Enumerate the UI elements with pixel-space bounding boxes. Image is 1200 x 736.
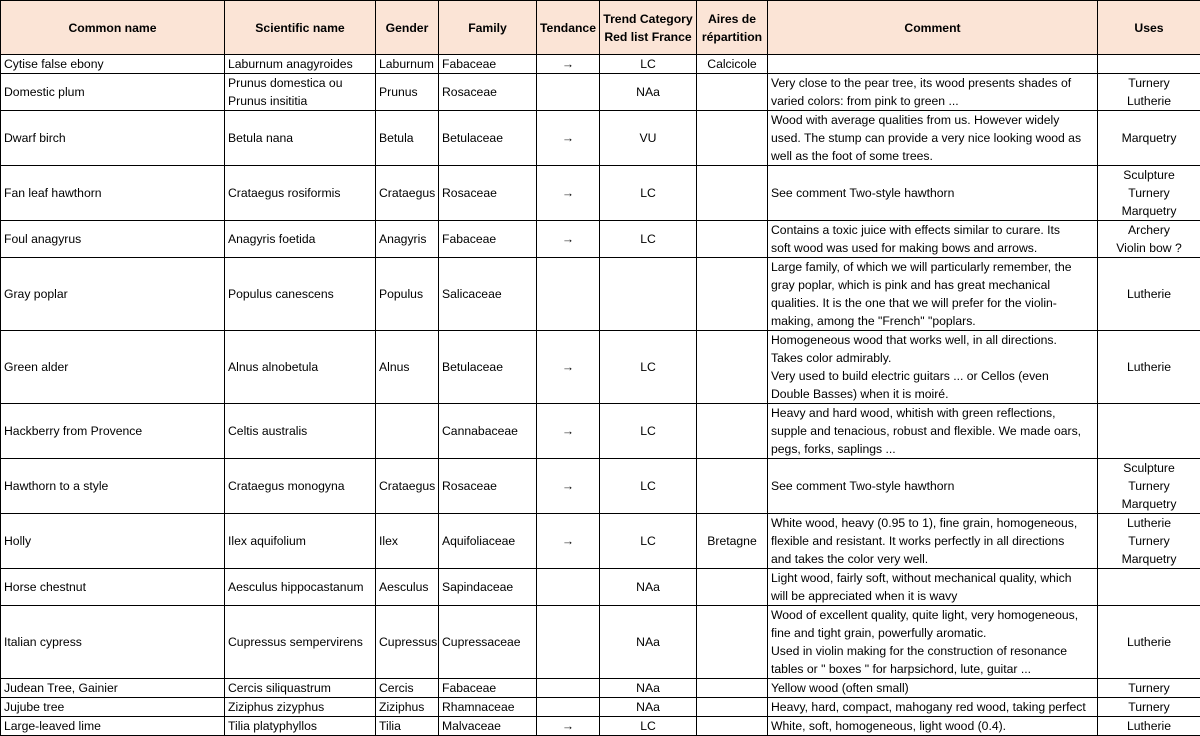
trend-cell: → [537,221,600,258]
use-item: Lutherie [1101,514,1197,532]
category-cell: LC [600,459,697,514]
gender-cell: Populus [376,258,439,331]
family-cell: Fabaceae [439,221,537,258]
category-cell: LC [600,166,697,221]
uses-cell [1098,404,1200,459]
area-cell [697,679,768,698]
comment-cell [768,679,1098,698]
trend-cell: → [537,717,600,736]
use-item: Marquetry [1101,129,1197,147]
comment-cell [768,459,1098,514]
table-row [1,679,1200,698]
common-name-cell: Fan leaf hawthorn [1,166,225,221]
uses-cell [1098,258,1200,331]
trend-cell: → [537,55,600,74]
column-header-gender: Gender [376,1,439,55]
column-header-tendance: Tendance [537,1,600,55]
use-item: Archery [1101,221,1197,239]
scientific-name-cell: Alnus alnobetula [225,331,376,404]
use-item: Marquetry [1101,495,1197,513]
category-cell: LC [600,717,697,736]
common-name-cell: Horse chestnut [1,569,225,606]
gender-cell: Crataegus [376,166,439,221]
use-item: Violin bow ? [1101,239,1197,257]
family-cell: Rosaceae [439,166,537,221]
category-cell: LC [600,221,697,258]
comment-line: See comment Two-style hawthorn [771,184,1094,202]
table-row [1,404,1200,459]
column-header-common-name: Common name [1,1,225,55]
header-row [1,1,1200,55]
common-name-cell: Domestic plum [1,74,225,111]
scientific-name-cell: Aesculus hippocastanum [225,569,376,606]
common-name-cell: Jujube tree [1,698,225,717]
common-name-cell: Hawthorn to a style [1,459,225,514]
scientific-name-cell: Tilia platyphyllos [225,717,376,736]
trend-cell [537,698,600,717]
comment-cell [768,569,1098,606]
scientific-name-cell: Cupressus sempervirens [225,606,376,679]
uses-cell [1098,331,1200,404]
comment-line: fine and tight grain, powerfully aromatic. [771,624,1094,642]
category-cell: VU [600,111,697,166]
comment-cell [768,514,1098,569]
comment-line: well as the foot of some trees. [771,147,1094,165]
scientific-name-cell: Populus canescens [225,258,376,331]
family-cell: Rhamnaceae [439,698,537,717]
category-cell: NAa [600,679,697,698]
area-cell: Bretagne [697,514,768,569]
scientific-name-cell: Celtis australis [225,404,376,459]
common-name-cell: Foul anagyrus [1,221,225,258]
comment-line: Takes color admirably. [771,349,1094,367]
comment-line: pegs, forks, saplings ... [771,440,1094,458]
table-row [1,717,1200,736]
comment-cell [768,74,1098,111]
common-name-cell: Italian cypress [1,606,225,679]
use-item: Lutherie [1101,633,1197,651]
area-cell [697,166,768,221]
area-cell [697,74,768,111]
gender-cell: Laburnum [376,55,439,74]
area-cell [697,404,768,459]
comment-line: Very used to build electric guitars ... or Cellos (even [771,367,1094,385]
gender-cell: Crataegus [376,459,439,514]
comment-line: soft wood was used for making bows and arrows. [771,239,1094,257]
comment-cell [768,331,1098,404]
trend-cell [537,569,600,606]
area-cell: Calcicole [697,55,768,74]
family-cell: Fabaceae [439,679,537,698]
comment-line: Heavy, hard, compact, mahogany red wood, taking perfect [771,698,1094,716]
area-cell [697,221,768,258]
trend-cell [537,74,600,111]
uses-cell [1098,717,1200,736]
comment-line: Contains a toxic juice with effects similar to curare. Its [771,221,1094,239]
scientific-name-cell: Ilex aquifolium [225,514,376,569]
table-row [1,331,1200,404]
family-cell: Rosaceae [439,459,537,514]
comment-line: White wood, heavy (0.95 to 1), fine grain, homogeneous, [771,514,1094,532]
gender-cell: Ilex [376,514,439,569]
area-cell [697,331,768,404]
gender-cell: Cercis [376,679,439,698]
comment-line: making, among the "French" "poplars. [771,312,1094,330]
use-item: Lutherie [1101,717,1197,735]
common-name-cell: Dwarf birch [1,111,225,166]
trend-cell: → [537,459,600,514]
gender-cell [376,404,439,459]
gender-cell: Betula [376,111,439,166]
table-row [1,606,1200,679]
family-cell: Malvaceae [439,717,537,736]
table-row [1,459,1200,514]
table-row [1,698,1200,717]
scientific-name-cell: Crataegus monogyna [225,459,376,514]
family-cell: Rosaceae [439,74,537,111]
use-item: Sculpture [1101,166,1197,184]
use-item: Turnery [1101,698,1197,716]
area-cell [697,606,768,679]
use-item: Turnery [1101,679,1197,697]
trend-cell: → [537,404,600,459]
gender-cell: Ziziphus [376,698,439,717]
table-row [1,111,1200,166]
trend-cell [537,679,600,698]
scientific-name-cell: Crataegus rosiformis [225,166,376,221]
common-name-cell: Holly [1,514,225,569]
trend-cell: → [537,166,600,221]
comment-line: Yellow wood (often small) [771,679,1094,697]
comment-line: flexible and resistant. It works perfectly in all directions [771,532,1094,550]
common-name-cell: Cytise false ebony [1,55,225,74]
common-name-cell: Green alder [1,331,225,404]
category-cell: LC [600,55,697,74]
scientific-name-cell: Ziziphus zizyphus [225,698,376,717]
comment-line: See comment Two-style hawthorn [771,477,1094,495]
uses-cell [1098,221,1200,258]
table-row [1,258,1200,331]
comment-line: Large family, of which we will particularly remember, the [771,258,1094,276]
comment-cell [768,221,1098,258]
family-cell: Cannabaceae [439,404,537,459]
area-cell [697,258,768,331]
family-cell: Aquifoliaceae [439,514,537,569]
area-cell [697,111,768,166]
use-item: Turnery [1101,184,1197,202]
comment-line: Homogeneous wood that works well, in all directions. [771,331,1094,349]
uses-cell [1098,514,1200,569]
category-cell [600,258,697,331]
gender-cell: Alnus [376,331,439,404]
comment-line: qualities. It is the one that we will prefer for the violin- [771,294,1094,312]
uses-cell [1098,569,1200,606]
comment-cell [768,258,1098,331]
comment-cell [768,166,1098,221]
trend-cell: → [537,111,600,166]
common-name-cell: Gray poplar [1,258,225,331]
comment-line: and takes the color very well. [771,550,1094,568]
comment-cell [768,698,1098,717]
uses-cell [1098,55,1200,74]
scientific-name-cell: Anagyris foetida [225,221,376,258]
comment-line: White, soft, homogeneous, light wood (0.4). [771,717,1094,735]
uses-cell [1098,111,1200,166]
area-cell [697,459,768,514]
category-cell: NAa [600,606,697,679]
scientific-name-cell: Prunus domestica ou Prunus insititia [225,74,376,111]
family-cell: Salicaceae [439,258,537,331]
table-row [1,569,1200,606]
scientific-name-cell: Betula nana [225,111,376,166]
comment-cell [768,404,1098,459]
comment-line: used. The stump can provide a very nice looking wood as [771,129,1094,147]
scientific-name-cell: Cercis siliquastrum [225,679,376,698]
family-cell: Fabaceae [439,55,537,74]
column-header-uses: Uses [1098,1,1200,55]
comment-line: Wood with average qualities from us. However widely [771,111,1094,129]
category-cell: NAa [600,698,697,717]
uses-cell [1098,459,1200,514]
comment-line: gray poplar, which is pink and has great mechanical [771,276,1094,294]
common-name-cell: Hackberry from Provence [1,404,225,459]
comment-line: Used in violin making for the construction of resonance [771,642,1094,660]
common-name-cell: Judean Tree, Gainier [1,679,225,698]
comment-line: varied colors: from pink to green ... [771,92,1094,110]
table-row [1,55,1200,74]
uses-cell [1098,698,1200,717]
uses-cell [1098,166,1200,221]
trend-cell [537,606,600,679]
gender-cell: Cupressus [376,606,439,679]
use-item: Turnery [1101,477,1197,495]
gender-cell: Prunus [376,74,439,111]
trend-cell: → [537,514,600,569]
comment-cell [768,606,1098,679]
trend-cell [537,258,600,331]
family-cell: Sapindaceae [439,569,537,606]
comment-line: tables or " boxes " for harpsichord, lute, guitar ... [771,660,1094,678]
column-header-scientific-name: Scientific name [225,1,376,55]
category-cell: LC [600,514,697,569]
use-item: Sculpture [1101,459,1197,477]
comment-line: will be appreciated when it is wavy [771,587,1094,605]
family-cell: Betulaceae [439,331,537,404]
trend-cell: → [537,331,600,404]
area-cell [697,569,768,606]
comment-line: Double Basses) when it is moiré. [771,385,1094,403]
comment-cell [768,55,1098,74]
gender-cell: Tilia [376,717,439,736]
use-item: Lutherie [1101,92,1197,110]
table-row [1,514,1200,569]
use-item: Turnery [1101,74,1197,92]
comment-line: Light wood, fairly soft, without mechanical quality, which [771,569,1094,587]
use-item: Marquetry [1101,550,1197,568]
scientific-name-cell: Laburnum anagyroides [225,55,376,74]
common-name-cell: Large-leaved lime [1,717,225,736]
comment-cell [768,111,1098,166]
comment-line: Very close to the pear tree, its wood presents shades of [771,74,1094,92]
table-body [1,55,1200,736]
uses-cell [1098,74,1200,111]
table-row [1,74,1200,111]
column-header-comment: Comment [768,1,1098,55]
category-cell: LC [600,331,697,404]
gender-cell: Anagyris [376,221,439,258]
use-item: Lutherie [1101,358,1197,376]
category-cell: NAa [600,569,697,606]
category-cell: LC [600,404,697,459]
family-cell: Cupressaceae [439,606,537,679]
use-item: Turnery [1101,532,1197,550]
column-header-aires-repartition: Aires de répartition [697,1,768,55]
uses-cell [1098,679,1200,698]
uses-cell [1098,606,1200,679]
table-row [1,166,1200,221]
gender-cell: Aesculus [376,569,439,606]
area-cell [697,698,768,717]
column-header-trend-category: Trend Category Red list France [600,1,697,55]
comment-cell [768,717,1098,736]
comment-line: Heavy and hard wood, whitish with green reflections, [771,404,1094,422]
table-row [1,221,1200,258]
area-cell [697,717,768,736]
category-cell: NAa [600,74,697,111]
use-item: Lutherie [1101,285,1197,303]
family-cell: Betulaceae [439,111,537,166]
comment-line: Wood of excellent quality, quite light, very homogeneous, [771,606,1094,624]
use-item: Marquetry [1101,202,1197,220]
column-header-family: Family [439,1,537,55]
comment-line: supple and tenacious, robust and flexible. We made oars, [771,422,1094,440]
